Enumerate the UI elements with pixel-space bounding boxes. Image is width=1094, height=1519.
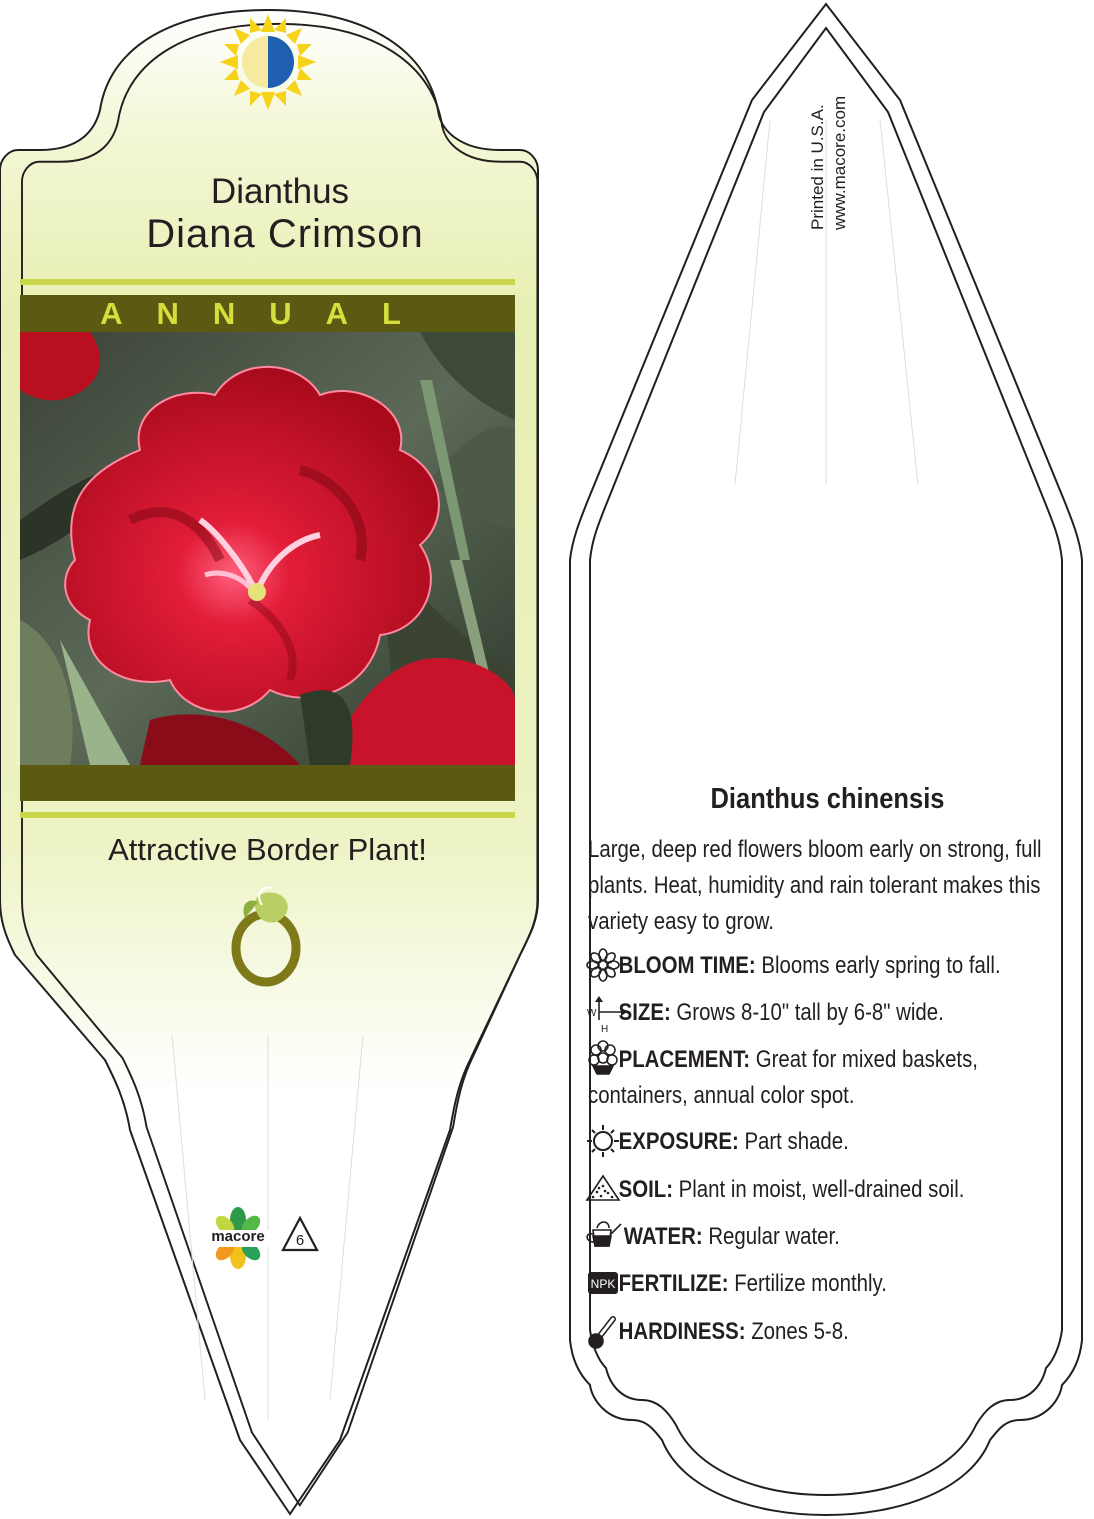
attr-value: Great for mixed baskets, (755, 1046, 978, 1073)
attr-label: WATER: (623, 1223, 703, 1250)
svg-text:W: W (587, 1008, 597, 1019)
brand-name: macore (211, 1228, 265, 1245)
printed-vertical (798, 68, 849, 238)
attr-size (588, 995, 1064, 1031)
sun-part-shade-icon (220, 14, 316, 110)
tagline: Attractive Border Plant! (108, 832, 427, 867)
attr-value: Regular water. (708, 1223, 840, 1250)
attr-label: EXPOSURE: (618, 1128, 739, 1155)
attr-label: FERTILIZE: (618, 1270, 729, 1297)
attr-label: SOIL: (618, 1176, 673, 1203)
website-text: www.macore.com (830, 95, 849, 230)
attr-value: Blooms early spring to fall. (761, 952, 1001, 979)
npk-badge-text: NPK (590, 1277, 616, 1291)
svg-text:H: H (601, 1024, 609, 1035)
attr-value: Fertilize monthly. (734, 1270, 887, 1297)
printed-in-text: Printed in U.S.A. (808, 104, 827, 230)
attr-placement (588, 1042, 1064, 1114)
attr-exposure (588, 1124, 1064, 1160)
attr-fertilize (588, 1266, 1064, 1302)
plant-photo (20, 332, 515, 765)
attr-value-cont: containers, annual color spot. (588, 1082, 855, 1109)
attr-water (588, 1219, 1064, 1255)
recycle-number: 6 (295, 1232, 305, 1249)
attr-label: BLOOM TIME: (618, 952, 756, 979)
attr-label: HARDINESS: (618, 1318, 746, 1345)
attr-value: Part shade. (744, 1128, 849, 1155)
attr-value: Zones 5-8. (751, 1318, 849, 1345)
attr-hardiness (588, 1314, 1064, 1350)
attr-soil (588, 1172, 1064, 1208)
attr-label: PLACEMENT: (618, 1046, 751, 1073)
attr-bloom-time (588, 948, 1064, 984)
attr-value: Plant in moist, well-drained soil. (678, 1176, 965, 1203)
plant-description: Large, deep red flowers bloom early on strong, full plants. Heat, humidity and rain tolerant makes this variety easy to grow. (588, 836, 1042, 935)
species-name: Dianthus chinensis (710, 783, 945, 815)
plant-genus: Dianthus (210, 172, 350, 211)
plant-cultivar: Diana Crimson (146, 212, 424, 256)
category-label: ANNUAL (100, 296, 435, 331)
attr-label: SIZE: (618, 999, 671, 1026)
attr-value: Grows 8-10" tall by 6-8" wide. (676, 999, 944, 1026)
